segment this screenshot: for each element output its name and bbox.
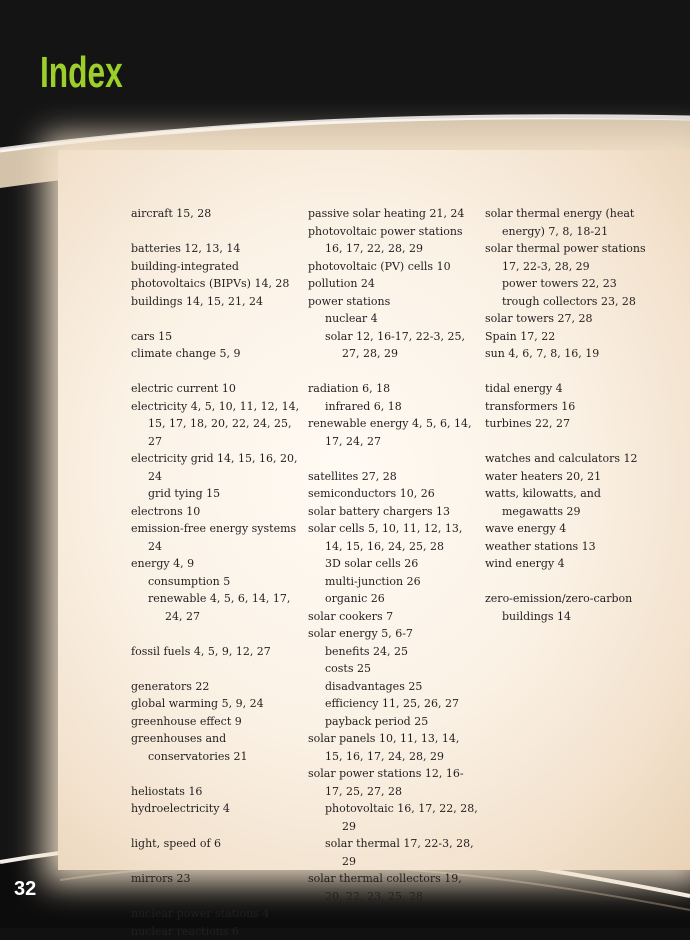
index-subentry: efficiency 11, 25, 26, 27 (308, 695, 480, 713)
index-entry: buildings 14, 15, 21, 24 (131, 293, 303, 311)
index-entry: weather stations 13 (485, 538, 665, 556)
index-entry: tidal energy 4 (485, 380, 665, 398)
index-entry: solar power stations 12, 16-17, 25, 27, 28 (308, 765, 480, 800)
index-subentry: payback period 25 (308, 713, 480, 731)
index-entry: photovoltaic power stations 16, 17, 22, 28, 29 (308, 223, 480, 258)
index-subentry: solar thermal 17, 22-3, 28, 29 (308, 835, 480, 870)
index-entry: satellites 27, 28 (308, 468, 480, 486)
index-entry: watches and calculators 12 (485, 450, 665, 468)
index-entry: solar cells 5, 10, 11, 12, 13, 14, 15, 16, 24, 25, 28 (308, 520, 480, 555)
index-entry: wave energy 4 (485, 520, 665, 538)
index-entry: light, speed of 6 (131, 835, 303, 853)
index-entry: zero-emission/zero-carbon buildings 14 (485, 590, 665, 625)
index-entry: greenhouse effect 9 (131, 713, 303, 731)
index-subentry: photovoltaic 16, 17, 22, 28, 29 (308, 800, 480, 835)
index-entry: power stations (308, 293, 480, 311)
index-entry: solar cookers 7 (308, 608, 480, 626)
index-entry: solar thermal collectors 19, 20, 22, 23, 25, 28 (308, 870, 480, 905)
index-entry: mirrors 23 (131, 870, 303, 888)
index-subentry: infrared 6, 18 (308, 398, 480, 416)
index-entry: passive solar heating 21, 24 (308, 205, 480, 223)
index-subentry: trough collectors 23, 28 (485, 293, 665, 311)
index-entry: energy 4, 9 (131, 555, 303, 573)
index-entry: solar thermal energy (heat energy) 7, 8, 18-21 (485, 205, 665, 240)
index-entry: generators 22 (131, 678, 303, 696)
index-column-3 (485, 205, 665, 625)
index-entry: solar battery chargers 13 (308, 503, 480, 521)
index-entry: renewable energy 4, 5, 6, 14, 17, 24, 27 (308, 415, 480, 450)
index-entry: semiconductors 10, 26 (308, 485, 480, 503)
index-subentry: multi-junction 26 (308, 573, 480, 591)
index-entry: sun 4, 6, 7, 8, 16, 19 (485, 345, 665, 363)
index-entry: watts, kilowatts, and megawatts 29 (485, 485, 665, 520)
index-entry: emission-free energy systems 24 (131, 520, 303, 555)
index-subentry: solar 12, 16-17, 22-3, 25, 27, 28, 29 (308, 328, 480, 363)
index-entry: solar panels 10, 11, 13, 14, 15, 16, 17, 24, 28, 29 (308, 730, 480, 765)
index-entry: turbines 22, 27 (485, 415, 665, 433)
index-subentry: disadvantages 25 (308, 678, 480, 696)
index-entry: climate change 5, 9 (131, 345, 303, 363)
index-subentry: costs 25 (308, 660, 480, 678)
index-entry: electricity 4, 5, 10, 11, 12, 14, 15, 17, 18, 20, 22, 24, 25, 27 (131, 398, 303, 451)
index-entry: electric current 10 (131, 380, 303, 398)
index-subentry: 3D solar cells 26 (308, 555, 480, 573)
index-entry: electrons 10 (131, 503, 303, 521)
index-entry: water heaters 20, 21 (485, 468, 665, 486)
index-entry: nuclear reactions 6 (131, 923, 303, 940)
index-entry: batteries 12, 13, 14 (131, 240, 303, 258)
index-entry: photovoltaic (PV) cells 10 (308, 258, 480, 276)
index-entry: photovoltaics (BIPVs) 14, 28 (131, 275, 303, 293)
index-entry: building-integrated (131, 258, 303, 276)
index-entry: electricity grid 14, 15, 16, 20, 24 (131, 450, 303, 485)
index-entry: global warming 5, 9, 24 (131, 695, 303, 713)
index-subentry: nuclear 4 (308, 310, 480, 328)
index-entry: solar thermal power stations 17, 22-3, 28, 29 (485, 240, 665, 275)
index-column-1 (131, 205, 303, 940)
index-entry: transformers 16 (485, 398, 665, 416)
page-number: 32 (14, 878, 36, 901)
index-column-2 (308, 205, 480, 905)
index-subentry: organic 26 (308, 590, 480, 608)
index-entry: greenhouses and conservatories 21 (131, 730, 303, 765)
index-entry: solar towers 27, 28 (485, 310, 665, 328)
index-entry: nuclear power stations 4 (131, 905, 303, 923)
index-subentry: power towers 22, 23 (485, 275, 665, 293)
index-entry: solar energy 5, 6-7 (308, 625, 480, 643)
index-entry: fossil fuels 4, 5, 9, 12, 27 (131, 643, 303, 661)
index-entry: wind energy 4 (485, 555, 665, 573)
index-subentry: renewable 4, 5, 6, 14, 17, 24, 27 (131, 590, 303, 625)
index-entry: Spain 17, 22 (485, 328, 665, 346)
index-subentry: grid tying 15 (131, 485, 303, 503)
index-entry: pollution 24 (308, 275, 480, 293)
page-title: Index (40, 48, 123, 98)
index-entry: cars 15 (131, 328, 303, 346)
index-entry: radiation 6, 18 (308, 380, 480, 398)
index-entry: heliostats 16 (131, 783, 303, 801)
index-subentry: consumption 5 (131, 573, 303, 591)
index-entry: aircraft 15, 28 (131, 205, 303, 223)
index-subentry: benefits 24, 25 (308, 643, 480, 661)
index-entry: hydroelectricity 4 (131, 800, 303, 818)
